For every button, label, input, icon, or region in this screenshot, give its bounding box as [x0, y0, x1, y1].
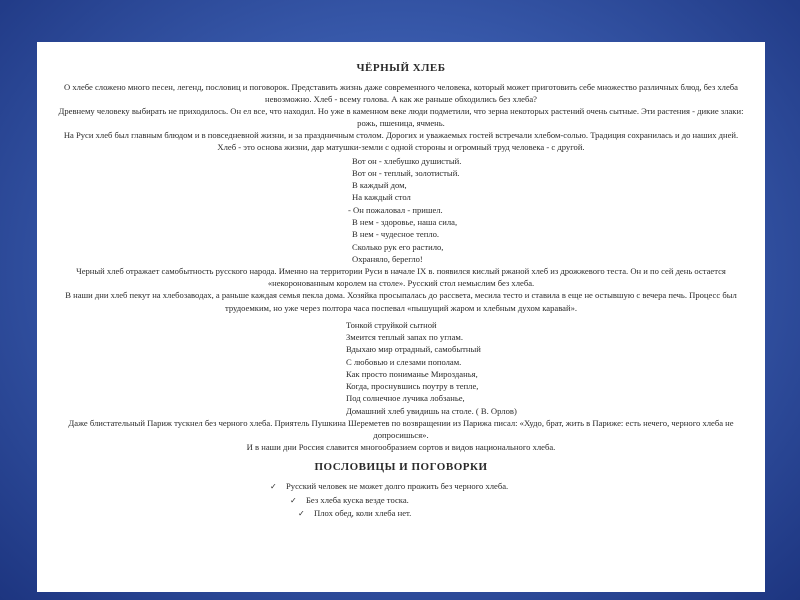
- proverbs-title: ПОСЛОВИЦЫ И ПОГОВОРКИ: [314, 461, 488, 474]
- poem-line: С любовью и слезами пополам.: [346, 356, 462, 367]
- poem-line: Вот он - теплый, золотистый.: [352, 167, 460, 178]
- list-item: [290, 494, 753, 508]
- poem-line: На каждый стол: [352, 192, 411, 203]
- poem-block: [346, 319, 753, 417]
- paragraph: В наши дни хлеб пекут на хлебозаводах, а раньше каждая семья пекла дома. Хозяйка просыпалась до рассвета, месила тесто и ставила в еще не остывшую с вечера печь. Процесс был трудоемким, но уже через полтора часа поспевал «пышущий жаром и хлебным духом каравай».: [65, 290, 737, 313]
- paragraph: На Руси хлеб был главным блюдом и в повседневной жизни, и за праздничным столом. Дорогих и уважаемых гостей встречали хлебом-солью. Традиция сохранилась и до наших дней.: [63, 130, 739, 141]
- poem-line: Вдыхаю мир отрадный, самобытный: [346, 344, 481, 355]
- poem-line: Под солнечное лучика лобзанье,: [346, 393, 465, 404]
- poem-line: В нем - здоровье, наша сила,: [352, 217, 458, 228]
- poem-line: В нем - чудесное тепло.: [352, 229, 440, 240]
- paragraph: Черный хлеб отражает самобытность русского народа. Именно на территории Руси в начале IX в. появился кислый ржаной хлеб из дрожжевого теста. Он и по сей день остается «некоронованным королем на столе». Русский стол немыслим без хлеба.: [76, 266, 726, 289]
- poem-line: В каждый дом,: [352, 180, 407, 191]
- list-item: [298, 507, 753, 521]
- proverbs-list: [270, 480, 753, 521]
- page-title: ЧЁРНЫЙ ХЛЕБ: [356, 62, 446, 74]
- paragraph: О хлебе сложено много песен, легенд, пословиц и поговорок. Представить жизнь даже современного человека, который может приготовить себе множество различных блюд, без хлеба невозможно. Хлеб - всему голова. А как же раньше обходились без хлеба?: [64, 82, 738, 105]
- poem-line: Когда, проснувшись поутру в тепле,: [346, 381, 479, 392]
- paragraph: Даже блистательный Париж тускнел без черного хлеба. Приятель Пушкина Шереметев по возвращении из Парижа писал: «Худо, брат, жить в Париже: есть нечего, черного хлеба не допросишься».: [68, 417, 734, 441]
- poem-block: [348, 155, 753, 266]
- checkmark-icon: ✓: [270, 482, 277, 492]
- document-page: [37, 42, 765, 592]
- proverb-text: Русский человек не может долго прожить без черного хлеба.: [286, 481, 509, 492]
- paragraph: И в наши дни Россия славится многообразием сортов и видов национального хлеба.: [246, 442, 556, 453]
- paragraph: Древнему человеку выбирать не приходилось. Он ел все, что находил. Но уже в каменном веке люди подметили, что зерна некоторых растений очень сытные. Эти растения - дикие злаки: рожь, пшеница, ячмень.: [58, 106, 744, 129]
- poem-line: Охраняло, берегло!: [352, 253, 423, 264]
- poem-line: - Он пожаловал - пришел.: [348, 204, 443, 215]
- proverb-text: Без хлеба куска везде тоска.: [306, 494, 409, 505]
- checkmark-icon: ✓: [298, 509, 305, 519]
- proverb-text: Плох обед, коли хлеба нет.: [314, 508, 412, 519]
- poem-line: Змеится теплый запах по углам.: [346, 331, 463, 342]
- checkmark-icon: ✓: [290, 495, 297, 505]
- paragraph: Хлеб - это основа жизни, дар матушки-земли с одной стороны и огромный труд человека - с другой.: [217, 142, 585, 153]
- poem-line: Как просто пониманье Мирозданья,: [346, 368, 478, 379]
- poem-line: Сколько рук его растило,: [352, 241, 444, 252]
- poem-line: Тонкой струйкой сытной: [346, 319, 437, 330]
- list-item: [270, 480, 753, 494]
- poem-line: Вот он - хлебушко душистый.: [352, 155, 462, 166]
- poem-line: Домашний хлеб увидишь на столе. ( В. Орлов): [346, 405, 517, 416]
